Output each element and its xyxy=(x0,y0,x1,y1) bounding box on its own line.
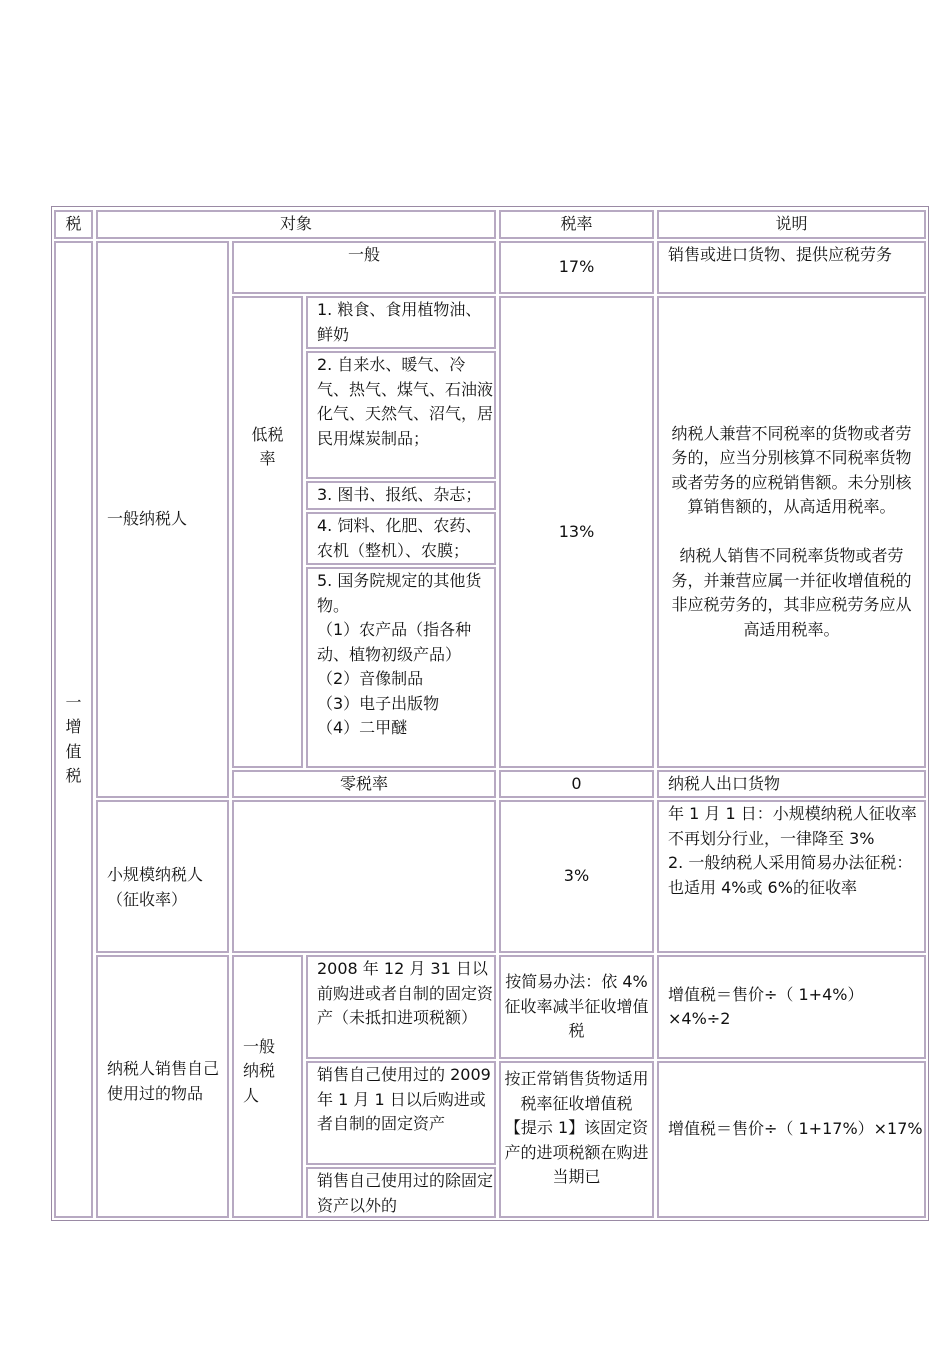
general-taxpayer-text: 一般纳税人 xyxy=(107,509,188,529)
used-goods-object: 销售自己使用过的 2009 年 1 月 1 日以后购进或者自制的固定资产 xyxy=(306,1061,496,1165)
low-rate-item: 3. 图书、报纸、杂志； xyxy=(306,481,496,510)
used-goods-rate-text: 按简易办法：依 4%征收率减半征收增值税 xyxy=(504,972,649,1041)
low-rate-item: 5. 国务院规定的其他货物。 （1）农产品（指各种动、植物初级产品） （2）音像制品 （3）电子出版物 （4）二甲醚 xyxy=(306,567,496,768)
small-taxpayer-label xyxy=(96,800,229,953)
used-goods-object: 销售自己使用过的除固定资产以外的 xyxy=(306,1167,496,1218)
used-goods-note-text: 增值税＝售价÷（ 1+4%）×4%÷2 xyxy=(668,984,864,1028)
low-rate-label-text: 低税 率 xyxy=(251,424,284,468)
zero-rate-value: 0 xyxy=(499,770,654,798)
low-rate-note-text: 纳税人兼营不同税率的货物或者劳务的，应当分别核算不同税率货物或者劳务的应税销售额。未分别核算销售额的，从高适用税率。 纳税人销售不同税率货物或者劳务，并兼营应属一并征收增值税的非应税劳务的，其非应税劳务应从高适用税率。 xyxy=(671,423,912,639)
zero-rate-label: 零税率 xyxy=(232,770,496,798)
low-rate-value-text: 13% xyxy=(558,521,595,541)
general-rate-label: 一般 xyxy=(232,241,496,294)
tax-name-text: 一 增 值 税 xyxy=(65,692,82,785)
small-taxpayer-rate-text: 3% xyxy=(563,866,590,886)
header-tax: 税 xyxy=(54,210,93,239)
used-goods-sub-label-text: 一般 纳税 人 xyxy=(243,1036,276,1105)
used-goods-text: 纳税人销售自己使用过的物品 xyxy=(107,1059,220,1103)
used-goods-sub-label xyxy=(232,955,303,1218)
low-rate-item: 1. 粮食、食用植物油、鲜奶 xyxy=(306,296,496,349)
general-rate-note: 销售或进口货物、提供应税劳务 xyxy=(657,241,926,294)
header-note: 说明 xyxy=(657,210,926,239)
low-rate-label xyxy=(232,296,303,768)
general-rate-value xyxy=(499,241,654,294)
general-taxpayer-label xyxy=(96,241,229,798)
used-goods-note-text: 增值税＝售价÷（ 1+17%）×17% xyxy=(668,1119,923,1139)
small-taxpayer-rate xyxy=(499,800,654,953)
zero-rate-note: 纳税人出口货物 xyxy=(657,770,926,798)
low-rate-note xyxy=(657,296,926,768)
used-goods-rate xyxy=(499,955,654,1059)
used-goods-rate: 按正常销售货物适用税率征收增值税 【提示 1】该固定资产的进项税额在购进当期已 xyxy=(499,1061,654,1218)
used-goods-object: 2008 年 12 月 31 日以前购进或者自制的固定资产（未抵扣进项税额） xyxy=(306,955,496,1059)
used-goods-label xyxy=(96,955,229,1218)
small-taxpayer-object xyxy=(232,800,496,953)
header-object: 对象 xyxy=(96,210,496,239)
used-goods-note xyxy=(657,1061,926,1218)
tax-table xyxy=(51,206,929,1221)
general-rate-value-text: 17% xyxy=(558,257,595,277)
used-goods-note xyxy=(657,955,926,1059)
low-rate-value xyxy=(499,296,654,768)
small-taxpayer-note: 年 1 月 1 日：小规模纳税人征收率不再划分行业，一律降至 3% 2. 一般纳税人采用简易办法征税： 也适用 4%或 6%的征收率 xyxy=(657,800,926,953)
small-taxpayer-text: 小规模纳税人（征收率） xyxy=(107,865,204,909)
header-rate: 税率 xyxy=(499,210,654,239)
low-rate-item: 4. 饲料、化肥、农药、农机（整机）、农膜； xyxy=(306,512,496,565)
low-rate-item: 2. 自来水、暖气、冷气、热气、煤气、石油液化气、天然气、沼气，居民用煤炭制品； xyxy=(306,351,496,479)
tax-name-vat xyxy=(54,241,93,1218)
